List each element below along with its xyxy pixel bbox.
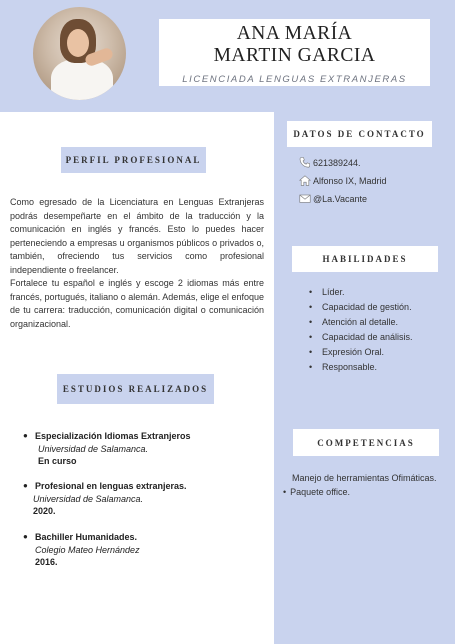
- list-item: • Capacidad de gestión.: [309, 300, 413, 315]
- skills-list: [309, 285, 413, 375]
- bullet-icon: •: [309, 317, 313, 327]
- list-item: • Capacidad de análisis.: [309, 330, 413, 345]
- skills-heading: HABILIDADES: [292, 246, 438, 272]
- mail-icon: [299, 193, 311, 204]
- name-last: MARTIN GARCIA: [213, 45, 376, 66]
- home-icon: [299, 175, 311, 186]
- education-year: 2016.: [35, 557, 58, 567]
- education-heading: ESTUDIOS REALIZADOS: [57, 374, 214, 404]
- contact-address: [299, 175, 387, 186]
- bullet-icon: ●: [23, 481, 28, 490]
- competencies-item: • Paquete office.: [283, 487, 351, 497]
- education-year: 2020.: [33, 506, 56, 516]
- contact-email: [299, 193, 367, 204]
- education-institution: Colegio Mateo Hernández: [35, 544, 140, 555]
- education-year: En curso: [38, 456, 77, 466]
- bullet-icon: •: [309, 302, 313, 312]
- bullet-icon: •: [309, 287, 313, 297]
- education-degree: Profesional en lenguas extranjeras.: [35, 481, 187, 491]
- list-item: • Expresión Oral.: [309, 345, 413, 360]
- education-item: [24, 430, 244, 468]
- profile-photo: [33, 7, 126, 100]
- bullet-icon: •: [309, 362, 313, 372]
- bullet-icon: •: [283, 487, 287, 497]
- competencies-heading: COMPETENCIAS: [293, 429, 439, 456]
- education-institution: Universidad de Salamanca.: [38, 443, 149, 454]
- list-item: • Líder.: [309, 285, 413, 300]
- education-item: [24, 480, 244, 518]
- bullet-icon: ●: [23, 532, 28, 541]
- education-institution: Universidad de Salamanca.: [33, 493, 144, 504]
- list-item: • Responsable.: [309, 360, 413, 375]
- bullet-icon: •: [309, 347, 313, 357]
- name-first: ANA MARÍA: [236, 23, 353, 44]
- education-degree: Especialización Idiomas Extranjeros: [35, 431, 191, 441]
- bullet-icon: •: [309, 332, 313, 342]
- contact-email-text: @La.Vacante: [313, 193, 368, 204]
- profile-paragraph-1: Como egresado de la Licenciatura en Lenguas Extranjeras podrás desempeñarte en el ámbito de la traducción y la comunicación en inglés y francés. Esto lo puedes hacer perteneciendo a empresas u organismos públicos o privados o, también, ofreciendo tus servicios como profesional independiente o freelancer.: [10, 197, 264, 275]
- profile-paragraph-2: Fortalece tu español e inglés y escoge 2 idiomas más entre francés, portugués, italiano o alemán. Además, elige el enfoque de tu carrera: traducción, comunicación digital o comunicación organizacional.: [10, 278, 264, 329]
- competencies-text: Manejo de herramientas Ofimáticas.: [292, 473, 437, 483]
- list-item: • Atención al detalle.: [309, 315, 413, 330]
- phone-icon: [299, 157, 311, 168]
- bullet-icon: ●: [23, 431, 28, 440]
- contact-heading: DATOS DE CONTACTO: [287, 121, 432, 147]
- profile-heading: PERFIL PROFESIONAL: [61, 147, 206, 173]
- contact-phone: [299, 157, 361, 168]
- job-title: LICENCIADA LENGUAS EXTRANJERAS: [182, 74, 407, 85]
- education-degree: Bachiller Humanidades.: [35, 532, 138, 542]
- contact-phone-text: 621389244.: [313, 157, 361, 168]
- profile-text: [10, 196, 264, 331]
- contact-address-text: Alfonso IX, Madrid: [313, 175, 387, 186]
- sidebar-background: [274, 112, 455, 644]
- education-item: [24, 531, 244, 569]
